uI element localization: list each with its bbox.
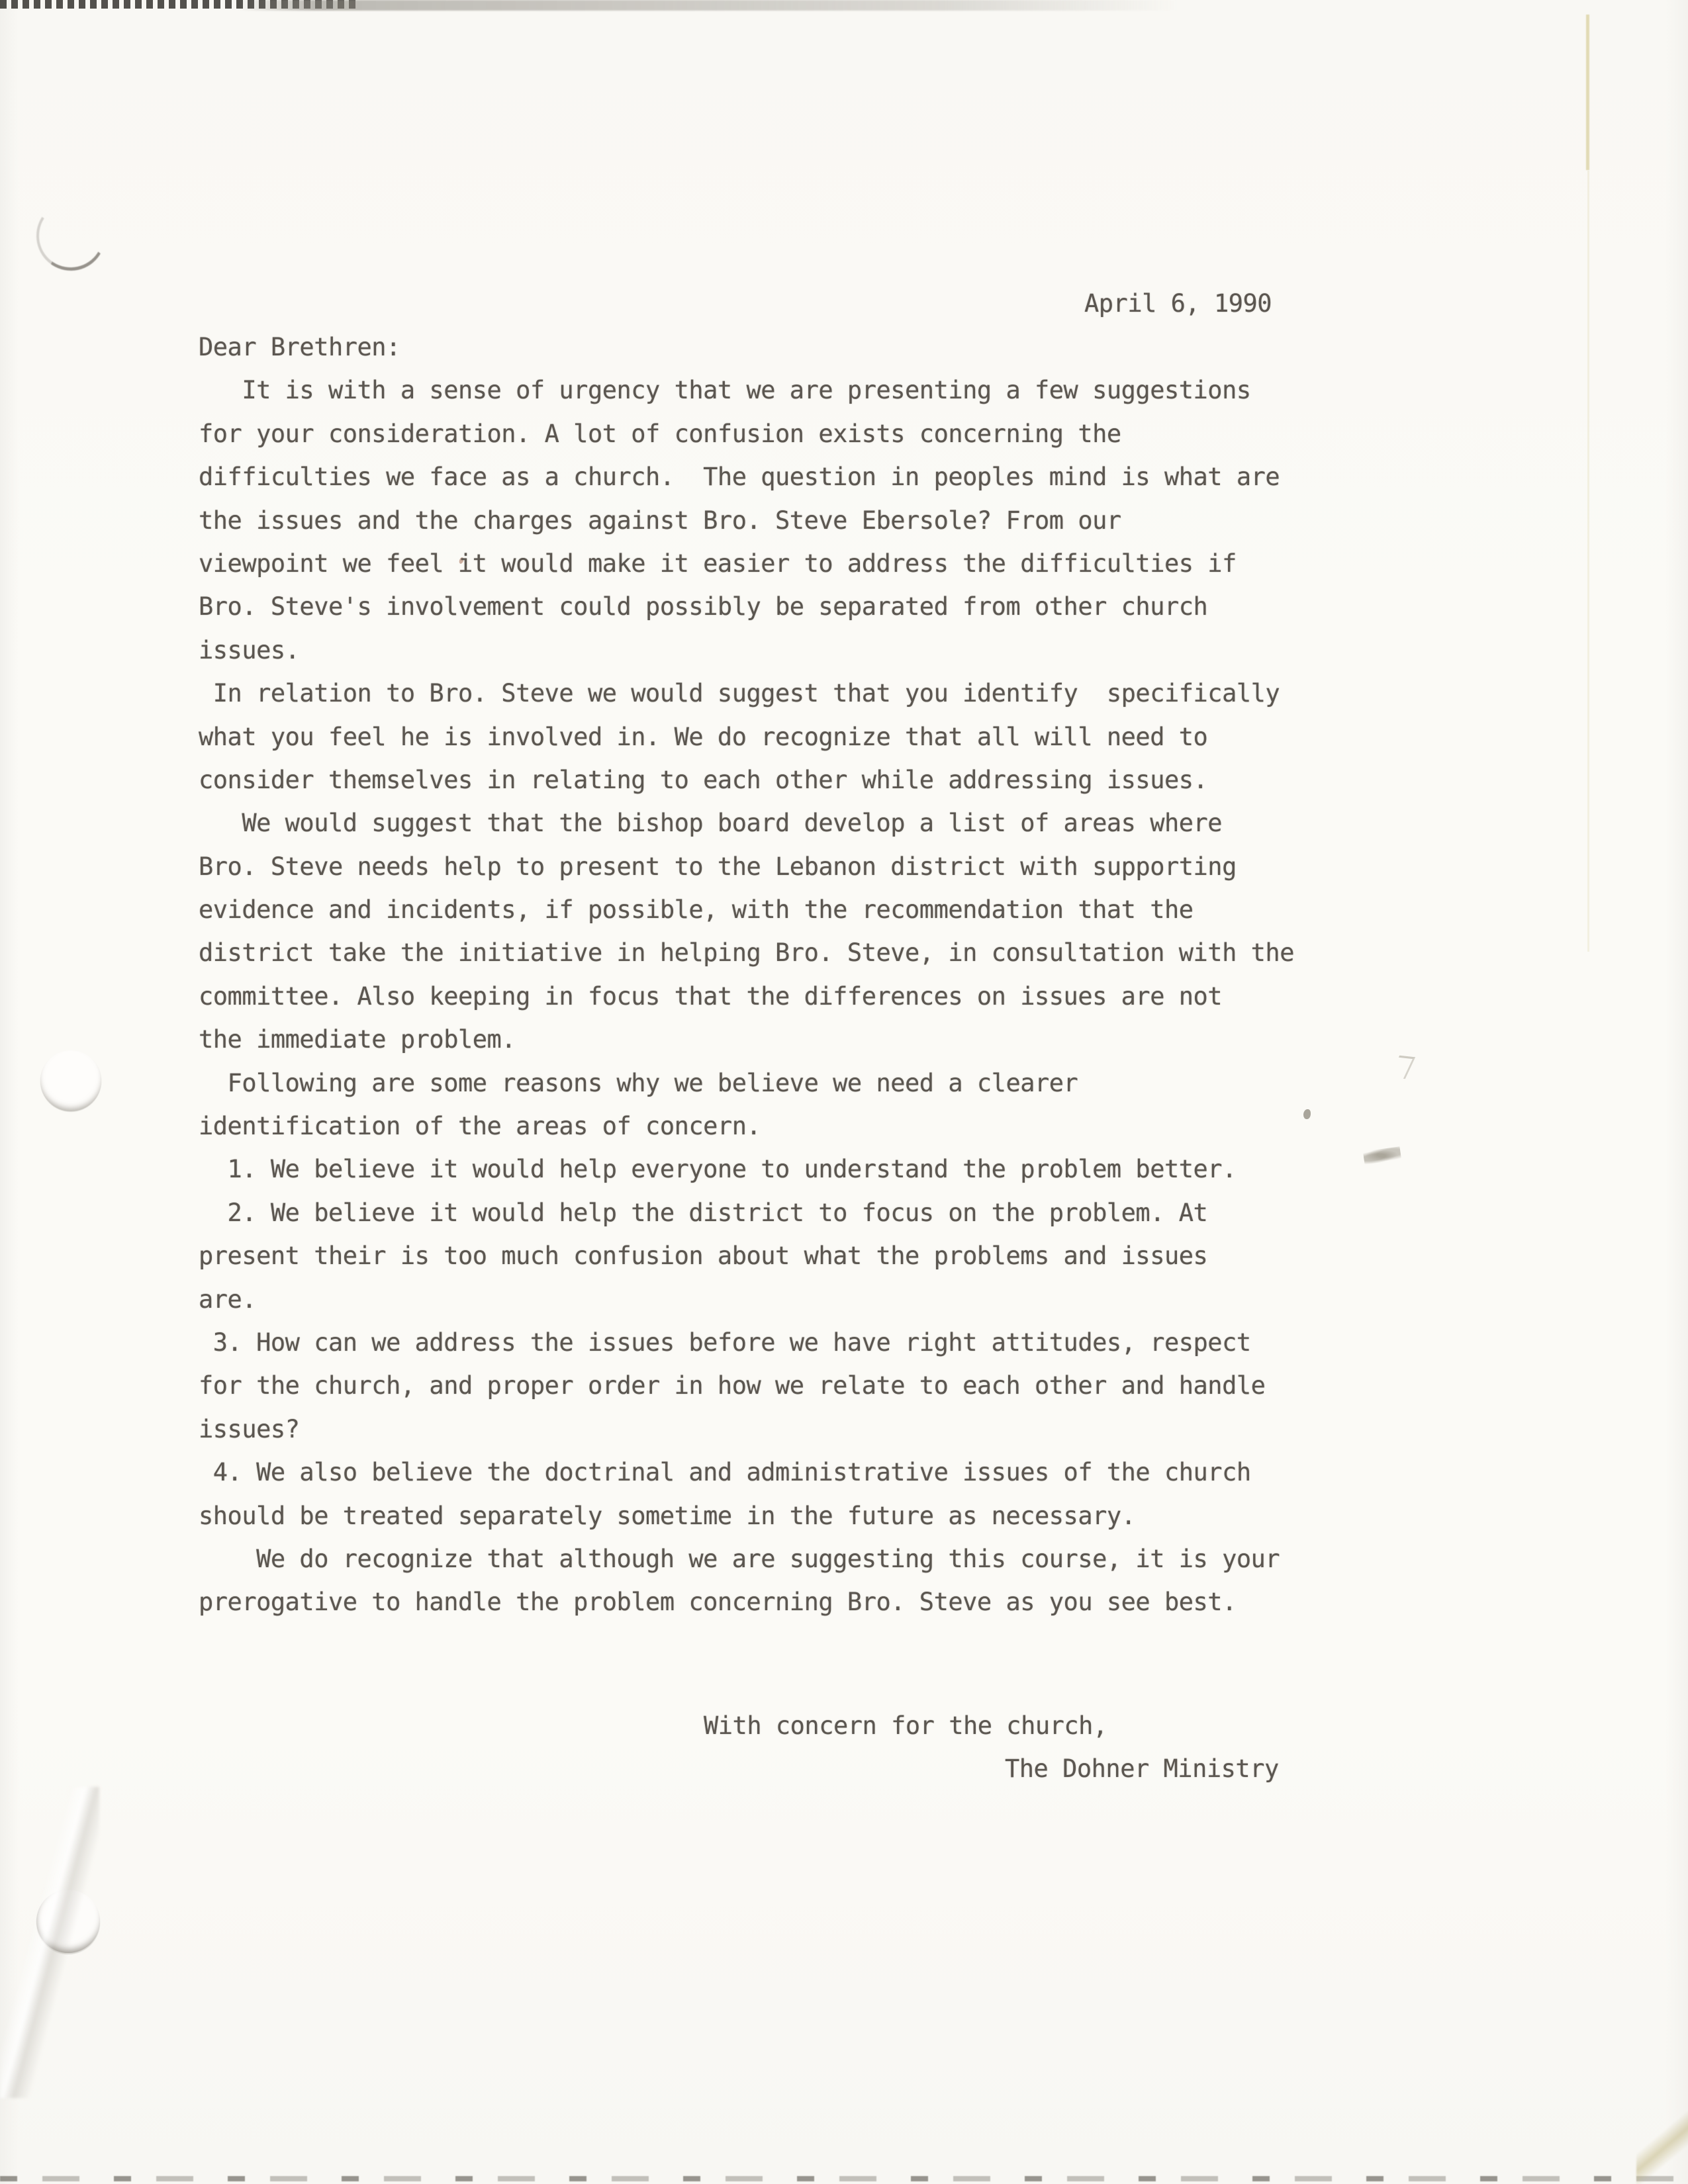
body-line: 1. We believe it would help everyone to understand the problem better. (199, 1155, 1237, 1184)
letter-signature: The Dohner Ministry (1005, 1754, 1279, 1783)
body-line: consider themselves in relating to each other while addressing issues. (199, 765, 1208, 794)
body-line: Following are some reasons why we believe we need a clearer (199, 1068, 1078, 1097)
body-line: 3. How can we address the issues before we have right attitudes, respect (199, 1328, 1251, 1357)
body-line: We do recognize that although we are suggesting this course, it is your (199, 1544, 1280, 1573)
body-line: for the church, and proper order in how we relate to each other and handle (199, 1371, 1266, 1400)
letter-date: April 6, 1990 (1084, 289, 1272, 318)
body-line: issues? (199, 1414, 300, 1443)
body-line: identification of the areas of concern. (199, 1112, 761, 1141)
body-line: present their is too much confusion about what the problems and issues (199, 1242, 1208, 1271)
body-line: 4. We also believe the doctrinal and administrative issues of the church (199, 1458, 1251, 1487)
body-line: Bro. Steve needs help to present to the Lebanon district with supporting (199, 852, 1237, 881)
scan-artifact-top-smudge (238, 0, 1178, 11)
body-line: evidence and incidents, if possible, with the recommendation that the (199, 895, 1194, 925)
letter-closing: With concern for the church, (704, 1711, 1107, 1740)
scan-artifact-corner-streak (1636, 2111, 1688, 2184)
body-line: what you feel he is involved in. We do recognize that all will need to (199, 722, 1208, 751)
body-line: viewpoint we feel it would make it easier to address the difficulties if (199, 549, 1237, 578)
letter-body (199, 326, 1294, 1624)
body-line: district take the initiative in helping Bro. Steve, in consultation with the (199, 938, 1294, 968)
body-line: the issues and the charges against Bro. Steve Ebersole? From our (199, 506, 1121, 535)
body-line: are. (199, 1285, 257, 1314)
body-line: issues. (199, 635, 300, 664)
body-line: In relation to Bro. Steve we would suggest that you identify specifically (199, 679, 1280, 708)
body-line: Bro. Steve's involvement could possibly be separated from other church (199, 592, 1208, 621)
body-line: It is with a sense of urgency that we are presenting a few suggestions (199, 376, 1251, 405)
body-line: the immediate problem. (199, 1025, 516, 1054)
body-line: difficulties we face as a church. The question in peoples mind is what are (199, 463, 1280, 492)
salutation: Dear Brethren: (199, 333, 400, 361)
paper-speck (1303, 1109, 1311, 1119)
hole-punch-middle (40, 1050, 101, 1111)
scan-artifact-bottom-dashes (0, 2176, 1688, 2181)
body-line: committee. Also keeping in focus that the differences on issues are not (199, 981, 1223, 1011)
scan-artifact-right-edge-line (1586, 15, 1589, 170)
body-line: 2. We believe it would help the district to focus on the problem. At (199, 1198, 1208, 1227)
paper-mark (1389, 1056, 1415, 1079)
paper-smudge (1363, 1146, 1401, 1165)
scan-artifact-right-edge-line-faint (1587, 171, 1589, 952)
paper-crease (0, 1787, 99, 2098)
body-line: prerogative to handle the problem concerning Bro. Steve as you see best. (199, 1588, 1237, 1617)
hole-punch-top (30, 195, 112, 277)
body-line: for your consideration. A lot of confusion exists concerning the (199, 419, 1121, 448)
body-line: We would suggest that the bishop board develop a list of areas where (199, 809, 1223, 838)
body-line: should be treated separately sometime in the future as necessary. (199, 1501, 1136, 1530)
